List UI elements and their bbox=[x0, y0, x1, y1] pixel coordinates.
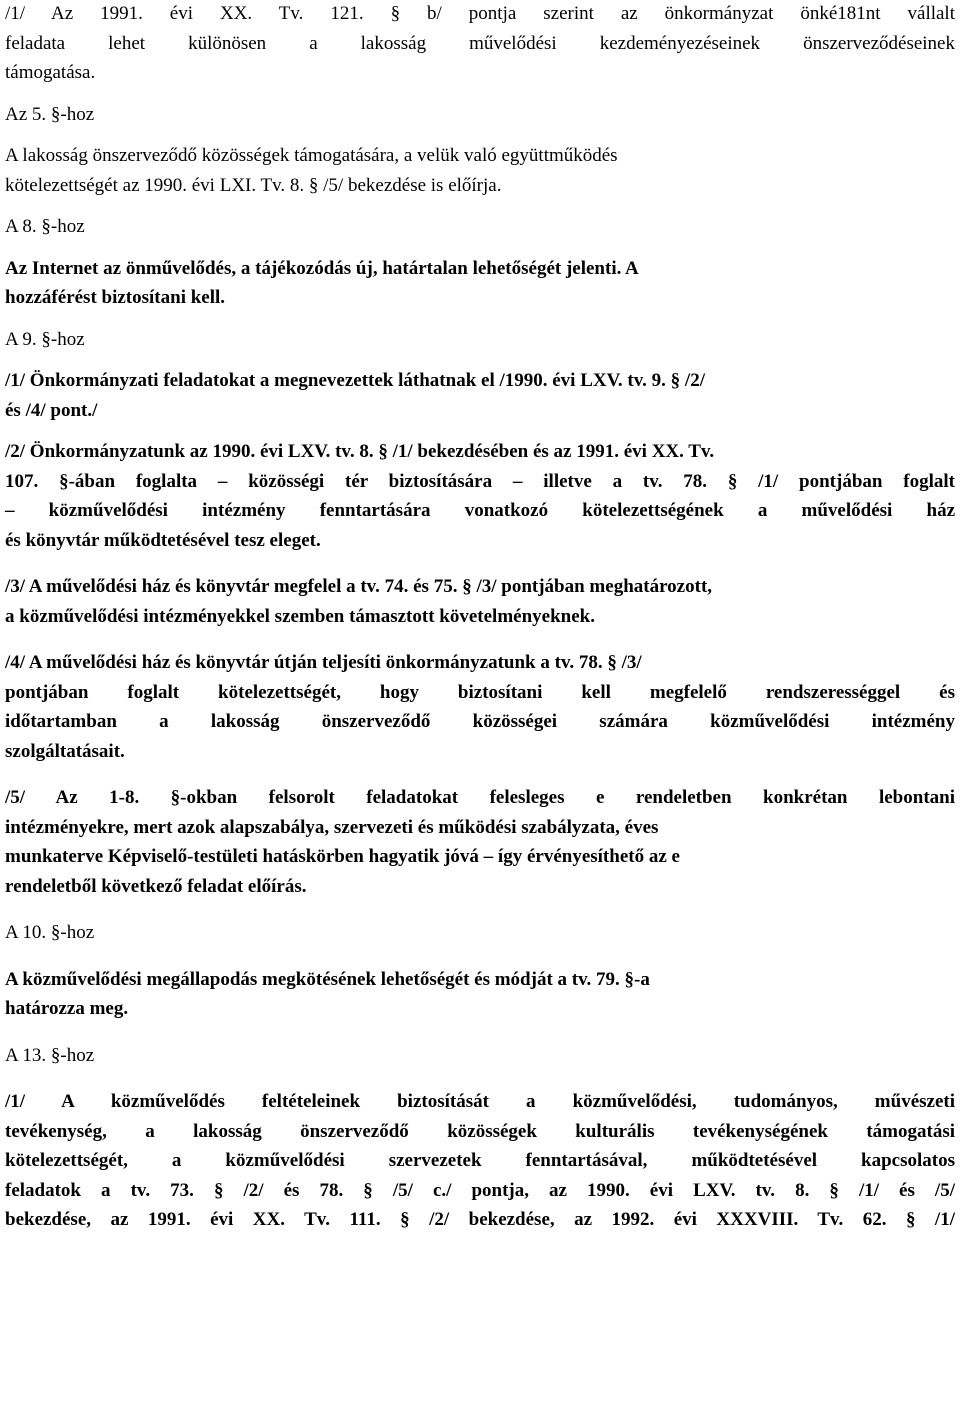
section-heading-10: A 10. §-hoz bbox=[5, 922, 95, 943]
text-line: /4/ A művelődési ház és könyvtár útján teljesíti önkormányzatunk a tv. 78. § /3/ bbox=[5, 652, 642, 673]
text-line: – közművelődési intézmény fenntartására vonatkozó kötelezettségének a művelődési ház bbox=[5, 500, 955, 521]
text-line: szolgáltatásait. bbox=[5, 740, 125, 762]
paragraph-section-10 bbox=[5, 965, 955, 1024]
text-line: bekezdése, az 1991. évi XX. Tv. 111. § /2/ bekezdése, az 1992. évi XXXVIII. Tv. 62. § /1/ bbox=[5, 1209, 955, 1230]
text-line: támogatása. bbox=[5, 62, 96, 83]
text-line: hozzáférést biztosítani kell. bbox=[5, 287, 226, 308]
section-heading-8: A 8. §-hoz bbox=[5, 216, 85, 237]
text-line: feladatok a tv. 73. § /2/ és 78. § /5/ c./ pontja, az 1990. évi LXV. tv. 8. § /1/ és /5/ bbox=[5, 1179, 955, 1201]
text-line: /1/ Az 1991. évi XX. Tv. 121. § b/ pontja szerint az önkormányzat önké181nt vállalt bbox=[5, 3, 955, 24]
text-line: Az Internet az önművelődés, a tájékozódás új, határtalan lehetőségét jelenti. A bbox=[5, 257, 639, 279]
paragraph-section-8 bbox=[5, 254, 955, 313]
paragraph-9-5 bbox=[5, 783, 955, 901]
section-heading-5: Az 5. §-hoz bbox=[5, 103, 95, 125]
text-line: és könyvtár működtetésével tesz eleget. bbox=[5, 529, 321, 551]
section-heading-9: A 9. §-hoz bbox=[5, 328, 85, 350]
text-line: A közművelődési megállapodás megkötésének lehetőségét és módját a tv. 79. §-a bbox=[5, 968, 650, 990]
text-line: /1/ Önkormányzati feladatokat a megnevezettek láthatnak el /1990. évi LXV. tv. 9. § /2/ bbox=[5, 370, 705, 391]
text-line: feladata lehet különösen a lakosság művelődési kezdeményezéseinek önszerveződéseinek bbox=[5, 32, 955, 54]
paragraph-9-2 bbox=[5, 437, 955, 555]
text-line: /2/ Önkormányzatunk az 1990. évi LXV. tv. 8. § /1/ bekezdésében és az 1991. évi XX. Tv. bbox=[5, 441, 715, 462]
text-line: kötelezettségét az 1990. évi LXI. Tv. 8. § /5/ bekezdése is előírja. bbox=[5, 174, 502, 196]
section-heading-13: A 13. §-hoz bbox=[5, 1044, 95, 1066]
text-line: intézményekre, mert azok alapszabálya, szervezeti és működési szabályzata, éves bbox=[5, 816, 659, 838]
text-line: és /4/ pont./ bbox=[5, 399, 98, 421]
text-line: tevékenység, a lakosság önszerveződő közösségek kulturális tevékenységének támogatási bbox=[5, 1120, 955, 1142]
paragraph-section-13 bbox=[5, 1087, 955, 1235]
text-line: 107. §-ában foglalta – közösségi tér biztosítására – illetve a tv. 78. § /1/ pontjában foglalt bbox=[5, 470, 955, 492]
paragraph-9-4 bbox=[5, 648, 955, 766]
text-line: pontjában foglalt kötelezettségét, hogy biztosítani kell megfelelő rendszerességgel és bbox=[5, 681, 955, 703]
paragraph-9-1 bbox=[5, 366, 955, 425]
text-line: a közművelődési intézményekkel szemben támasztott követelményeknek. bbox=[5, 605, 595, 627]
text-line: időtartamban a lakosság önszerveződő közösségei számára közművelődési intézmény bbox=[5, 711, 955, 732]
text-line: rendeletből következő feladat előírás. bbox=[5, 875, 307, 897]
paragraph-9-3 bbox=[5, 572, 955, 631]
paragraph-section-5 bbox=[5, 141, 955, 200]
paragraph-intro bbox=[5, 0, 955, 88]
text-line: munkaterve Képviselő-testületi hatáskörben hagyatik jóvá – így érvényesíthető az e bbox=[5, 846, 680, 867]
text-line: határozza meg. bbox=[5, 998, 129, 1019]
text-line: A lakosság önszerveződő közösségek támogatására, a velük való együttműködés bbox=[5, 145, 618, 166]
text-line: kötelezettségét, a közművelődési szervezetek fenntartásával, működtetésével kapcsolatos bbox=[5, 1150, 955, 1171]
text-line: /1/ A közművelődés feltételeinek biztosítását a közművelődési, tudományos, művészeti bbox=[5, 1091, 955, 1112]
text-line: /3/ A művelődési ház és könyvtár megfelel a tv. 74. és 75. § /3/ pontjában meghatározott, bbox=[5, 576, 713, 597]
text-line: /5/ Az 1-8. §-okban felsorolt feladatokat felesleges e rendeletben konkrétan lebontani bbox=[5, 787, 955, 808]
document-page bbox=[5, 0, 955, 1235]
